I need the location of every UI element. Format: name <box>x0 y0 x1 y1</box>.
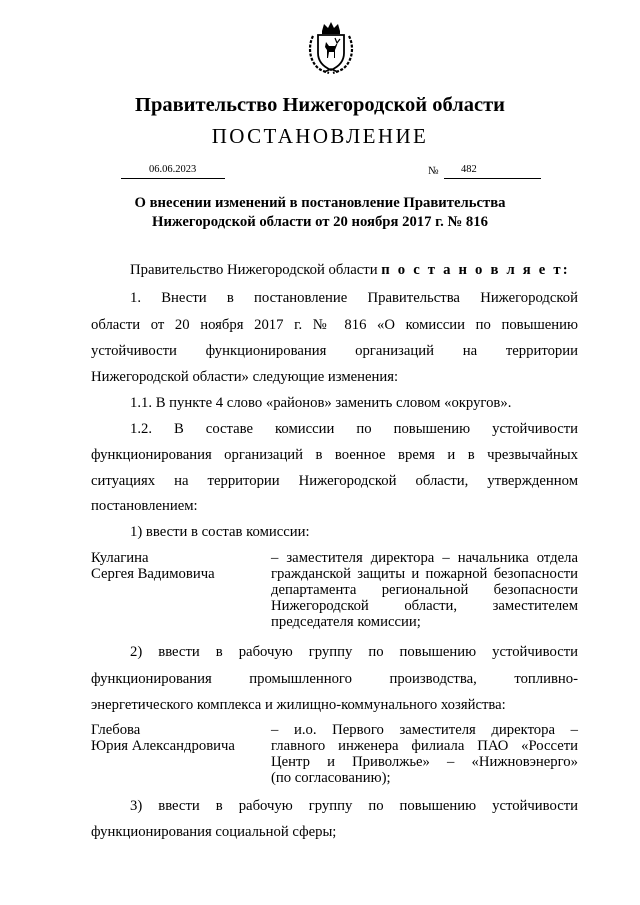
coat-of-arms-icon <box>304 20 358 76</box>
preamble-text: Правительство Нижегородской области <box>130 262 382 278</box>
member-name <box>91 722 235 754</box>
preamble-emphasis: п о с т а н о в л я е т: <box>381 262 570 278</box>
item-2-line: энергетического комплекса и жилищно-коммунального хозяйства: <box>91 697 506 713</box>
member-description <box>271 722 578 786</box>
document-type: ПОСТАНОВЛЕНИЕ <box>211 124 429 148</box>
member-surname: Глебова <box>91 722 141 738</box>
document-subject <box>100 194 540 232</box>
document-date: 06.06.2023 <box>149 164 197 175</box>
subject-line: Нижегородской области от 20 ноября 2017 г. № 816 <box>152 214 488 230</box>
number-sign: № <box>428 165 439 177</box>
member-description-line: – заместителя директора – начальника отдела <box>271 550 578 566</box>
paragraph-1-2-line: функционирования организаций в военное время и в чрезвычайных <box>91 447 578 463</box>
member-description-line: председателя комиссии; <box>271 614 421 630</box>
item-2-line: функционирования промышленного производства, топливно- <box>91 671 578 687</box>
preamble <box>130 262 570 279</box>
paragraph-1-2-line: 1.2. В составе комиссии по повышению устойчивости <box>130 421 578 437</box>
document-number: 482 <box>461 164 477 175</box>
member-description-line: Нижегородской области, заместителем <box>271 598 578 614</box>
member-surname: Кулагина <box>91 550 149 566</box>
item-3-line: функционирования социальной сферы; <box>91 824 337 840</box>
number-field <box>444 165 541 179</box>
member-description <box>271 550 578 630</box>
paragraph-1-2-line: ситуациях на территории Нижегородской области, утвержденном <box>91 473 578 489</box>
government-title: Правительство Нижегородской области <box>135 94 505 116</box>
paragraph-1-1: 1.1. В пункте 4 слово «районов» заменить словом «округов». <box>130 395 512 411</box>
item-1: 1) ввести в состав комиссии: <box>130 524 310 540</box>
member-description-line: гражданской защиты и пожарной безопасности <box>271 566 578 582</box>
paragraph-1-line: Нижегородской области» следующие изменения: <box>91 369 399 385</box>
subject-line: О внесении изменений в постановление Правительства <box>134 195 506 211</box>
paragraph-1-2-line: постановлением: <box>91 498 198 514</box>
member-given-name: Сергея Вадимовича <box>91 566 215 582</box>
date-field <box>121 165 225 179</box>
member-given-name: Юрия Александровича <box>91 738 235 754</box>
paragraph-1-line: устойчивости функционирования организаций на территории <box>91 343 578 359</box>
member-description-line: Центр и Приволжье» – «Нижновэнерго» <box>271 754 578 770</box>
member-description-line: (по согласованию); <box>271 770 391 786</box>
item-3-line: 3) ввести в рабочую группу по повышению устойчивости <box>130 798 578 814</box>
paragraph-1-line: 1. Внести в постановление Правительства Нижегородской <box>130 290 578 306</box>
item-2-line: 2) ввести в рабочую группу по повышению устойчивости <box>130 644 578 660</box>
member-description-line: департамента региональной безопасности <box>271 582 578 598</box>
paragraph-1-line: области от 20 ноября 2017 г. № 816 «О комиссии по повышению <box>91 317 578 333</box>
member-description-line: – и.о. Первого заместителя директора – <box>271 722 578 738</box>
member-description-line: главного инженера филиала ПАО «Россети <box>271 738 578 754</box>
member-name <box>91 550 215 582</box>
